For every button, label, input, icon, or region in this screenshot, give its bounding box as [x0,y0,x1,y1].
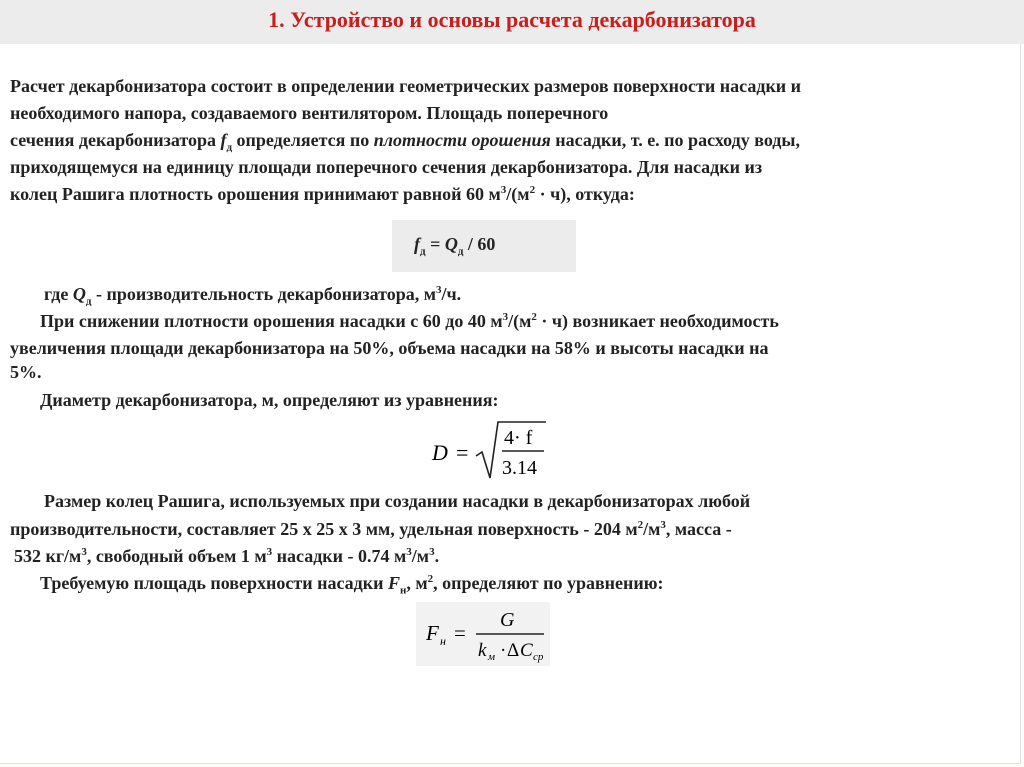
formula-fn-k-subscript: м [488,651,496,663]
formula-fn-c: C [520,640,533,661]
formula-fd-box [392,220,576,272]
formula-d-numerator: 4· f [504,427,533,449]
slide-title: 1. Устройство и основы расчета декарбонизатора [268,7,756,32]
para2-line2: При снижении плотности орошения насадки с 60 до 40 $м^3/(м^2 \cdot ч)$ возникает необходимость [40,311,779,331]
para3-line4: Требуемую площадь поверхности насадки $F_н$, $м^2$, определяют по уравнению: [40,573,664,597]
para1-line3: сечения декарбонизатора $f_д$ определяется по плотности орошения насадки, т. е. по расходу воды, [10,130,800,154]
formula-fn-dot: · [500,640,507,661]
para1-line2: необходимого напора, создаваемого вентилятором. Площадь поперечного [10,103,609,123]
para3-line2: производительности, составляет 25 х 25 х 3 мм, удельная поверхность - 204 $м^2/м^3$, масса - [10,519,732,539]
formula-fn-delta: Δ [507,640,520,661]
formula-fn [416,602,550,666]
formula-fn-numerator: G [500,609,515,631]
para3-line3: 532 $кг/м^3$, свободный объем 1 $м^3$ насадки - 0.74 $м^3/м^3$. [14,546,440,566]
para1-line4: приходящемуся на единицу площади поперечного сечения декарбонизатора. Для насадки из [10,157,763,177]
para1-line1: Расчет декарбонизатора состоит в определении геометрических размеров поверхности насадки и [10,76,802,96]
formula-fn-equals: = [454,621,466,645]
para2-line3: увеличения площади декарбонизатора на 50%, объема насадки на 58% и высоты насадки на [10,338,769,358]
formula-d-symbol: D [432,440,448,465]
para2-line1: где $Q_д$ - производительность декарбонизатора, $м^3/ч$. [44,284,462,308]
para2-line4: 5%. [10,362,42,382]
formula-d-denominator: 3.14 [502,457,537,479]
para1-line5: колец Рашига плотность орошения принимают равной 60 $м^3/(м^2 \cdot ч)$, откуда: [10,184,635,204]
formula-fn-k: k [478,640,487,661]
formula-fn-symbol: F [426,621,439,645]
formula-d-equals: = [456,440,469,465]
formula-fd: $f_д = Q_д / 60$ [414,234,496,258]
formula-fn-c-subscript: ср [533,651,544,663]
formula-diameter [426,418,550,484]
symbol-f: f [220,130,227,150]
para3-line1: Размер колец Рашига, используемых при создании насадки в декарбонизаторах любой [44,491,751,511]
formula-fn-subscript: н [440,634,446,648]
emphasis-text: плотности орошения [373,130,551,150]
para2-line5: Диаметр декарбонизатора, м, определяют из уравнения: [40,390,499,410]
